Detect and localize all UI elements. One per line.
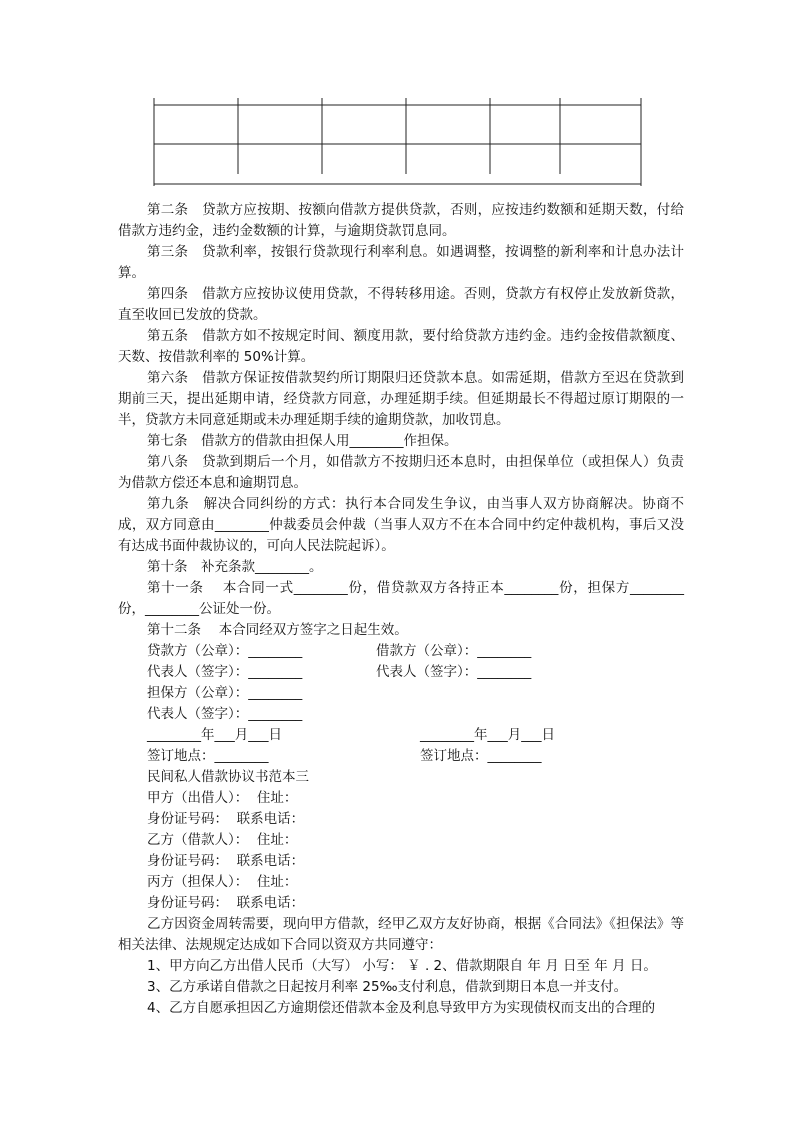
place-row <box>118 746 684 767</box>
table-lines <box>150 96 645 188</box>
article-7: 第七条 借款方的借款由担保人用________作担保。 <box>147 433 458 449</box>
signature-row-4 <box>118 704 684 725</box>
lender-rep-field: 代表人（签字）：________ <box>147 664 303 680</box>
borrower-rep-field: 代表人（签字）：________ <box>376 664 532 680</box>
borrower-seal-field: 借款方（公章）：________ <box>376 643 532 659</box>
signature-row-2 <box>118 662 684 683</box>
signature-row-1 <box>118 641 684 662</box>
date-right: ________年___月___日 <box>420 727 555 743</box>
party-b-id: 身份证号码： 联系电话： <box>147 853 305 869</box>
party-c-id: 身份证号码： 联系电话： <box>147 895 305 911</box>
article-8: 第八条 贷款到期后一个月，如借款方不按期归还本息时，由担保单位（或担保人）负责为借款方偿还本息和逾期罚息。 <box>118 454 684 491</box>
place-left: 签订地点：________ <box>147 748 269 764</box>
article-5: 第五条 借款方如不按规定时间、额度用款，要付给贷款方违约金。违约金按借款额度、天数、按借款利率的 50%计算。 <box>118 328 684 365</box>
guarantor-rep-field: 代表人（签字）：________ <box>147 706 303 722</box>
clause-4: 4、乙方自愿承担因乙方逾期偿还借款本金及利息导致甲方为实现债权而支出的合理的 <box>147 1000 656 1016</box>
article-12: 第十二条 本合同经双方签字之日起生效。 <box>147 622 408 638</box>
article-11: 第十一条 本合同一式________份，借贷款双方各持正本________份，担保方________份，________公证处一份。 <box>118 580 684 617</box>
article-6: 第六条 借款方保证按借款契约所订期限归还贷款本息。如需延期，借款方至迟在贷款到期前三天，提出延期申请，经贷款方同意，办理延期手续。但延期最长不得超过原订期限的一半，贷款方未同意延期或未办理延期手续的逾期贷款，加收罚息。 <box>118 370 684 428</box>
article-10: 第十条 补充条款________。 <box>147 559 323 575</box>
date-row <box>118 725 684 746</box>
place-right: 签订地点：________ <box>420 748 542 764</box>
party-c: 丙方（担保人）： 住址： <box>147 874 298 890</box>
party-a-id: 身份证号码： 联系电话： <box>147 811 305 827</box>
party-b: 乙方（借款人）： 住址： <box>147 832 298 848</box>
guarantor-seal-field: 担保方（公章）：________ <box>147 685 303 701</box>
party-a: 甲方（出借人）： 住址： <box>147 790 298 806</box>
table-grid <box>150 96 645 188</box>
clause-1: 1、甲方向乙方出借人民币（大写） 小写： ￥ . 2、借款期限自 年 月 日至 年 月 日。 <box>147 958 657 974</box>
article-2: 第二条 贷款方应按期、按额向借款方提供贷款，否则，应按违约数额和延期天数，付给借款方违约金，违约金数额的计算，与逾期贷款罚息同。 <box>118 202 684 239</box>
date-left: ________年___月___日 <box>147 727 282 743</box>
sample-title: 民间私人借款协议书范本三 <box>147 769 309 785</box>
signature-row-3 <box>118 683 684 704</box>
lender-seal-field: 贷款方（公章）：________ <box>147 643 303 659</box>
article-3: 第三条 贷款利率，按银行贷款现行利率利息。如遇调整，按调整的新利率和计息办法计算。 <box>118 244 684 281</box>
article-9: 第九条 解决合同纠纷的方式：执行本合同发生争议，由当事人双方协商解决。协商不成，双方同意由________仲裁委员会仲裁（当事人双方不在本合同中约定仲裁机构，事后又没有达成书面仲裁协议的，可向人民法院起诉）。 <box>118 496 684 554</box>
clause-3: 3、乙方承诺自借款之日起按月利率 25‰支付利息，借款到期日本息一并支付。 <box>147 979 628 995</box>
article-4: 第四条 借款方应按协议使用贷款，不得转移用途。否则，贷款方有权停止发放新贷款，直至收回已发放的贷款。 <box>118 286 684 323</box>
document-body <box>118 200 684 1019</box>
sample-intro: 乙方因资金周转需要，现向甲方借款，经甲乙双方友好协商，根据《合同法》《担保法》等相关法律、法规规定达成如下合同以资双方共同遵守： <box>118 916 684 953</box>
